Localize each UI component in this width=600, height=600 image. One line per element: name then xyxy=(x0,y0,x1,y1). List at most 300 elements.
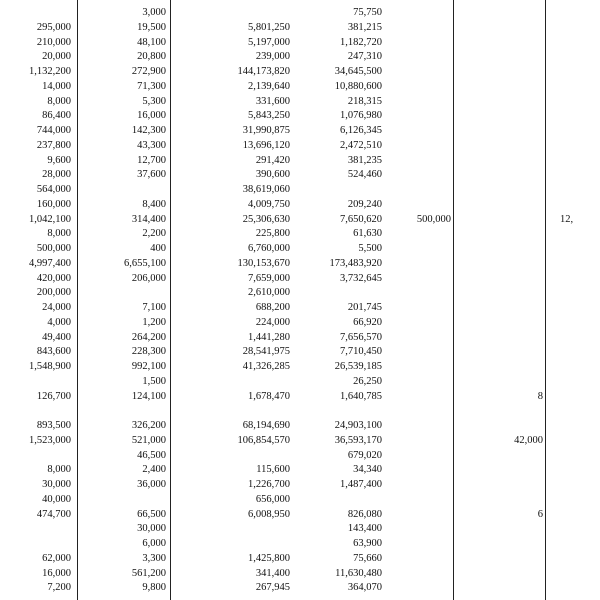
table-cell-col5 xyxy=(470,492,543,508)
table-cell-col6 xyxy=(560,256,600,272)
table-cell-col5 xyxy=(470,374,543,390)
table-cell-col2: 115,600 xyxy=(256,464,290,476)
table-cell-col1: 1,200 xyxy=(142,316,166,328)
table-cell-col5 xyxy=(470,20,543,36)
table-cell-col0: 8,000 xyxy=(47,228,71,240)
table-cell-col0: 4,000 xyxy=(47,316,71,328)
table-cell-col0 xyxy=(0,403,71,419)
table-cell-col3: 7,650,620 xyxy=(340,213,382,225)
table-cell-col6 xyxy=(560,35,600,51)
table-cell-col5 xyxy=(470,330,543,346)
table-cell-col2: 7,659,000 xyxy=(248,272,290,284)
table-cell-col0: 86,400 xyxy=(42,110,71,122)
table-cell-col4 xyxy=(380,536,451,552)
table-cell-col0: 20,000 xyxy=(42,51,71,63)
table-cell-col3: 143,400 xyxy=(347,523,382,535)
table-cell-col0 xyxy=(0,374,71,390)
table-cell-col1: 124,100 xyxy=(131,390,166,402)
table-cell-col4 xyxy=(380,330,451,346)
table-cell-col3: 75,750 xyxy=(353,7,382,18)
table-cell-col1: 48,100 xyxy=(137,36,166,48)
table-cell-col2: 5,197,000 xyxy=(248,36,290,48)
table-cell-col3: 2,472,510 xyxy=(340,139,382,151)
table-cell-col4 xyxy=(380,256,451,272)
table-cell-col1: 314,400 xyxy=(131,213,166,225)
table-cell-col2: 331,600 xyxy=(255,95,290,107)
table-cell-col2: 68,194,690 xyxy=(242,420,290,431)
table-cell-col1: 326,200 xyxy=(131,420,166,431)
table-cell-col5 xyxy=(470,256,543,272)
table-cell-col3: 10,880,600 xyxy=(334,80,382,92)
table-cell-col3: 75,660 xyxy=(353,552,382,564)
table-cell-col1: 9,800 xyxy=(142,582,166,594)
table-cell-col1: 43,300 xyxy=(137,139,166,151)
table-cell-col4 xyxy=(380,433,451,449)
table-cell-col6 xyxy=(560,566,600,582)
table-row xyxy=(0,241,600,257)
table-row xyxy=(0,344,600,360)
table-cell-col5 xyxy=(470,344,543,360)
table-cell-col2: 106,854,570 xyxy=(237,434,290,446)
table-cell-col0: 500,000 xyxy=(36,243,71,254)
table-cell-col5 xyxy=(470,271,543,287)
table-cell-col4 xyxy=(380,79,451,95)
table-cell-col0: 14,000 xyxy=(42,80,71,92)
table-cell-col3: 61,630 xyxy=(353,228,382,240)
table-cell-col4 xyxy=(380,241,451,257)
table-row xyxy=(0,285,600,301)
table-cell-col3: 7,710,450 xyxy=(340,346,382,358)
table-cell-col6 xyxy=(560,521,600,537)
table-row xyxy=(0,315,600,331)
table-cell-col1: 3,300 xyxy=(142,552,166,564)
table-cell-col0: 210,000 xyxy=(36,36,71,48)
table-cell-col2: 224,000 xyxy=(255,316,290,328)
table-cell-col4 xyxy=(380,94,451,110)
table-row xyxy=(0,374,600,390)
table-cell-col4 xyxy=(380,389,451,405)
table-cell-col5 xyxy=(470,167,543,183)
table-cell-col3: 364,070 xyxy=(347,582,382,594)
table-cell-col0: 420,000 xyxy=(36,272,71,284)
table-cell-col6 xyxy=(560,389,600,405)
table-cell-col6 xyxy=(560,418,600,434)
table-cell-col1: 2,200 xyxy=(142,228,166,240)
table-cell-col4 xyxy=(380,153,451,169)
table-cell-col5 xyxy=(470,477,543,493)
table-row xyxy=(0,5,600,21)
table-row xyxy=(0,64,600,80)
table-cell-col1: 30,000 xyxy=(137,523,166,535)
table-cell-col1: 521,000 xyxy=(131,434,166,446)
table-cell-col3: 679,020 xyxy=(347,449,382,461)
table-cell-col3: 3,732,645 xyxy=(340,272,382,284)
table-cell-col3: 11,630,480 xyxy=(335,567,382,579)
table-cell-col3: 7,656,570 xyxy=(340,331,382,343)
table-row xyxy=(0,79,600,95)
table-cell-col0 xyxy=(0,536,71,552)
table-row xyxy=(0,389,600,405)
table-row xyxy=(0,167,600,183)
table-cell-col6 xyxy=(560,5,600,21)
table-cell-col6 xyxy=(560,315,600,331)
table-cell-col3: 247,310 xyxy=(347,51,382,63)
table-cell-col0: 200,000 xyxy=(36,287,71,299)
table-cell-col1: 16,000 xyxy=(137,110,166,122)
table-cell-col6 xyxy=(560,182,600,198)
table-cell-col6 xyxy=(560,580,600,596)
table-row xyxy=(0,477,600,493)
table-cell-col5 xyxy=(470,462,543,478)
table-cell-col5: 6 xyxy=(537,508,543,520)
table-cell-col4 xyxy=(380,64,451,80)
table-row xyxy=(0,521,600,537)
table-cell-col0: 744,000 xyxy=(36,125,71,136)
table-cell-col4 xyxy=(380,300,451,316)
table-cell-col2: 239,000 xyxy=(255,51,290,63)
table-cell-col2: 688,200 xyxy=(255,302,290,313)
table-cell-col0: 49,400 xyxy=(42,331,71,343)
table-cell-col4 xyxy=(380,108,451,124)
table-cell-col2: 144,173,820 xyxy=(237,66,290,77)
table-cell-col4 xyxy=(380,344,451,360)
table-cell-col1: 1,500 xyxy=(142,375,166,387)
table-cell-col1: 6,000 xyxy=(142,538,166,549)
table-cell-col3: 381,235 xyxy=(347,154,382,166)
table-cell-col1: 37,600 xyxy=(137,169,166,181)
table-row xyxy=(0,94,600,110)
table-cell-col5 xyxy=(470,108,543,124)
table-cell-col5 xyxy=(470,79,543,95)
table-cell-col0: 126,700 xyxy=(36,390,71,402)
table-cell-col5 xyxy=(470,5,543,21)
table-cell-col6 xyxy=(560,536,600,552)
table-cell-col0: 843,600 xyxy=(36,346,71,358)
table-cell-col0: 160,000 xyxy=(36,198,71,210)
table-cell-col5 xyxy=(470,138,543,154)
table-cell-col0: 8,000 xyxy=(47,95,71,107)
table-cell-col5 xyxy=(470,536,543,552)
table-cell-col0: 564,000 xyxy=(36,184,71,195)
table-cell-col3: 63,900 xyxy=(353,538,382,549)
table-cell-col2: 6,008,950 xyxy=(248,508,290,520)
table-cell-col1: 46,500 xyxy=(137,449,166,461)
table-cell-col5 xyxy=(470,153,543,169)
table-cell-col3: 34,645,500 xyxy=(334,66,382,77)
table-cell-col4 xyxy=(380,448,451,464)
table-cell-col5 xyxy=(470,300,543,316)
table-cell-col4 xyxy=(380,359,451,375)
table-row xyxy=(0,197,600,213)
table-row xyxy=(0,256,600,272)
table-cell-col3: 66,920 xyxy=(353,316,382,328)
table-cell-col6 xyxy=(560,285,600,301)
table-cell-col5 xyxy=(470,123,543,139)
table-cell-col3: 1,487,400 xyxy=(340,479,382,490)
table-cell-col5 xyxy=(470,49,543,65)
table-row xyxy=(0,492,600,508)
table-cell-col5 xyxy=(470,197,543,213)
table-row xyxy=(0,507,600,523)
table-cell-col2: 5,843,250 xyxy=(248,110,290,122)
table-cell-col1: 561,200 xyxy=(131,567,166,579)
table-cell-col6 xyxy=(560,271,600,287)
table-cell-col6 xyxy=(560,403,600,419)
table-cell-col0 xyxy=(0,521,71,537)
table-cell-col5: 8 xyxy=(537,390,543,402)
table-row xyxy=(0,403,600,419)
table-row xyxy=(0,153,600,169)
table-cell-col2: 1,678,470 xyxy=(248,390,290,402)
table-cell-col2: 225,800 xyxy=(255,228,290,240)
table-cell-col5 xyxy=(470,241,543,257)
table-cell-col3: 36,593,170 xyxy=(334,434,382,446)
table-cell-col3: 826,080 xyxy=(347,508,382,520)
table-cell-col3: 24,903,100 xyxy=(334,420,382,431)
table-cell-col3 xyxy=(260,182,382,198)
table-cell-col4 xyxy=(380,197,451,213)
table-cell-col6 xyxy=(560,197,600,213)
table-cell-col0: 30,000 xyxy=(42,479,71,490)
table-cell-col2: 2,139,640 xyxy=(248,80,290,92)
table-cell-col2: 25,306,630 xyxy=(242,213,290,225)
table-cell-col4: 500,000 xyxy=(416,213,451,225)
table-cell-col0: 62,000 xyxy=(42,552,71,564)
table-cell-col5 xyxy=(470,580,543,596)
table-cell-col5 xyxy=(470,94,543,110)
table-row xyxy=(0,300,600,316)
table-cell-col1: 264,200 xyxy=(131,331,166,343)
table-cell-col1: 19,500 xyxy=(137,21,166,33)
table-cell-col6 xyxy=(560,462,600,478)
table-cell-col6 xyxy=(560,138,600,154)
table-cell-col4 xyxy=(380,477,451,493)
table-cell-col2: 656,000 xyxy=(255,493,290,505)
table-cell-col6 xyxy=(560,344,600,360)
table-cell-col0: 24,000 xyxy=(42,302,71,313)
table-cell-col0: 8,000 xyxy=(47,464,71,476)
table-cell-col5 xyxy=(470,403,543,419)
table-cell-col3: 381,215 xyxy=(347,21,382,33)
table-cell-col6 xyxy=(560,167,600,183)
table-cell-col6 xyxy=(560,64,600,80)
table-cell-col1: 272,900 xyxy=(131,66,166,77)
table-cell-col6 xyxy=(560,226,600,242)
table-cell-col1: 71,300 xyxy=(137,80,166,92)
table-cell-col6 xyxy=(560,330,600,346)
table-cell-col2: 1,425,800 xyxy=(248,552,290,564)
table-cell-col4 xyxy=(380,285,451,301)
table-cell-col2: 1,441,280 xyxy=(248,331,290,343)
table-cell-col2: 13,696,120 xyxy=(242,139,290,151)
table-cell-col5 xyxy=(470,64,543,80)
table-cell-col4 xyxy=(380,462,451,478)
table-cell-col0: 295,000 xyxy=(36,21,71,33)
table-cell-col0: 474,700 xyxy=(36,508,71,520)
table-cell-col5 xyxy=(470,359,543,375)
table-cell-col0: 1,548,900 xyxy=(29,361,71,372)
table-row xyxy=(0,108,600,124)
table-row xyxy=(0,418,600,434)
table-cell-col2: 4,009,750 xyxy=(248,198,290,210)
table-row xyxy=(0,536,600,552)
table-cell-col6 xyxy=(560,448,600,464)
table-cell-col6 xyxy=(560,49,600,65)
table-cell-col3: 209,240 xyxy=(347,198,382,210)
table-cell-col1: 5,300 xyxy=(142,95,166,107)
table-cell-col3 xyxy=(260,403,382,419)
table-cell-col1: 2,400 xyxy=(142,464,166,476)
table-cell-col0 xyxy=(0,5,71,21)
table-cell-col5 xyxy=(470,35,543,51)
table-cell-col3: 173,483,920 xyxy=(329,257,382,269)
table-row xyxy=(0,448,600,464)
table-cell-col4 xyxy=(380,315,451,331)
table-cell-col0: 237,800 xyxy=(36,139,71,151)
table-cell-col2: 41,326,285 xyxy=(242,361,290,372)
table-row xyxy=(0,138,600,154)
table-cell-col2: 38,619,060 xyxy=(242,184,290,195)
table-cell-col5 xyxy=(470,448,543,464)
table-row xyxy=(0,580,600,596)
table-cell-col1: 206,000 xyxy=(131,272,166,284)
table-cell-col5 xyxy=(470,551,543,567)
table-cell-col1 xyxy=(80,492,166,508)
table-cell-col6 xyxy=(560,433,600,449)
table-cell-col3: 34,340 xyxy=(353,464,382,476)
table-cell-col4 xyxy=(380,418,451,434)
table-cell-col6 xyxy=(560,359,600,375)
table-row xyxy=(0,271,600,287)
table-row xyxy=(0,35,600,51)
table-cell-col5 xyxy=(470,226,543,242)
table-cell-col3: 1,076,980 xyxy=(340,110,382,122)
table-cell-col3 xyxy=(260,285,382,301)
table-cell-col6 xyxy=(560,241,600,257)
table-cell-col4 xyxy=(380,5,451,21)
table-cell-col0: 9,600 xyxy=(47,154,71,166)
table-cell-col6 xyxy=(560,20,600,36)
table-cell-col6 xyxy=(560,94,600,110)
table-cell-col2: 5,801,250 xyxy=(248,21,290,33)
table-cell-col0 xyxy=(0,448,71,464)
table-cell-col1: 992,100 xyxy=(131,361,166,372)
table-row xyxy=(0,462,600,478)
table-cell-col1 xyxy=(80,403,166,419)
table-cell-col4 xyxy=(380,566,451,582)
table-cell-col6 xyxy=(560,79,600,95)
table-cell-col6 xyxy=(560,551,600,567)
table-cell-col1: 228,300 xyxy=(131,346,166,358)
table-cell-col4 xyxy=(380,167,451,183)
table-row xyxy=(0,551,600,567)
table-cell-col2: 2,610,000 xyxy=(248,287,290,299)
table-cell-col2: 28,541,975 xyxy=(242,346,290,358)
table-cell-col0: 4,997,400 xyxy=(29,257,71,269)
table-cell-col6 xyxy=(560,153,600,169)
table-cell-col6 xyxy=(560,300,600,316)
table-cell-col4 xyxy=(380,507,451,523)
table-cell-col6 xyxy=(560,123,600,139)
table-cell-col5 xyxy=(470,418,543,434)
table-cell-col1: 7,100 xyxy=(142,302,166,313)
table-cell-col4 xyxy=(380,271,451,287)
table-cell-col4 xyxy=(380,580,451,596)
table-cell-col4 xyxy=(380,20,451,36)
table-cell-col2: 267,945 xyxy=(255,582,290,594)
table-cell-col5 xyxy=(470,315,543,331)
table-row xyxy=(0,433,600,449)
table-row xyxy=(0,212,600,228)
table-cell-col3: 201,745 xyxy=(347,302,382,313)
table-cell-col6: 12, xyxy=(560,213,574,225)
table-cell-col3: 1,640,785 xyxy=(340,390,382,402)
table-cell-col1 xyxy=(80,285,166,301)
table-cell-col0: 16,000 xyxy=(42,567,71,579)
table-cell-col2: 291,420 xyxy=(255,154,290,166)
table-row xyxy=(0,330,600,346)
table-cell-col4 xyxy=(380,123,451,139)
table-cell-col5 xyxy=(470,285,543,301)
table-row xyxy=(0,49,600,65)
table-cell-col2: 130,153,670 xyxy=(237,257,290,269)
table-cell-col4 xyxy=(380,138,451,154)
table-cell-col4 xyxy=(380,403,451,419)
table-cell-col5 xyxy=(470,566,543,582)
table-row xyxy=(0,226,600,242)
table-cell-col0: 40,000 xyxy=(42,493,71,505)
table-row xyxy=(0,566,600,582)
table-cell-col3: 5,500 xyxy=(358,243,382,254)
table-cell-col0: 1,523,000 xyxy=(29,434,71,446)
table-cell-col1: 66,500 xyxy=(137,508,166,520)
table-cell-col4 xyxy=(380,551,451,567)
table-cell-col0: 7,200 xyxy=(47,582,71,594)
table-cell-col6 xyxy=(560,108,600,124)
table-row xyxy=(0,182,600,198)
table-cell-col0: 28,000 xyxy=(42,169,71,181)
table-cell-col0: 1,132,200 xyxy=(29,66,71,77)
table-cell-col3: 26,250 xyxy=(353,375,382,387)
table-row xyxy=(0,20,600,36)
table-cell-col1: 142,300 xyxy=(131,125,166,136)
table-cell-col4 xyxy=(380,492,451,508)
table-cell-col1: 400 xyxy=(150,243,166,254)
table-cell-col2: 390,600 xyxy=(255,169,290,181)
table-cell-col2: 1,226,700 xyxy=(248,479,290,490)
table-cell-col2: 6,760,000 xyxy=(248,243,290,254)
table-cell-col1: 8,400 xyxy=(142,198,166,210)
table-cell-col1: 3,000 xyxy=(142,7,166,18)
table-cell-col2: 341,400 xyxy=(255,567,290,579)
table-cell-col5 xyxy=(470,182,543,198)
table-cell-col5 xyxy=(470,521,543,537)
table-cell-col1 xyxy=(80,182,166,198)
table-cell-col6 xyxy=(560,477,600,493)
table-cell-col4 xyxy=(380,226,451,242)
table-cell-col3: 218,315 xyxy=(347,95,382,107)
table-cell-col6 xyxy=(560,374,600,390)
table-cell-col1: 12,700 xyxy=(137,154,166,166)
table-row xyxy=(0,123,600,139)
table-cell-col3 xyxy=(260,492,382,508)
table-cell-col1: 6,655,100 xyxy=(124,257,166,269)
table-cell-col3: 6,126,345 xyxy=(340,125,382,136)
table-cell-col1: 20,800 xyxy=(137,51,166,63)
table-cell-col6 xyxy=(560,507,600,523)
table-cell-col5: 42,000 xyxy=(514,434,543,446)
table-cell-col0: 1,042,100 xyxy=(29,213,71,225)
